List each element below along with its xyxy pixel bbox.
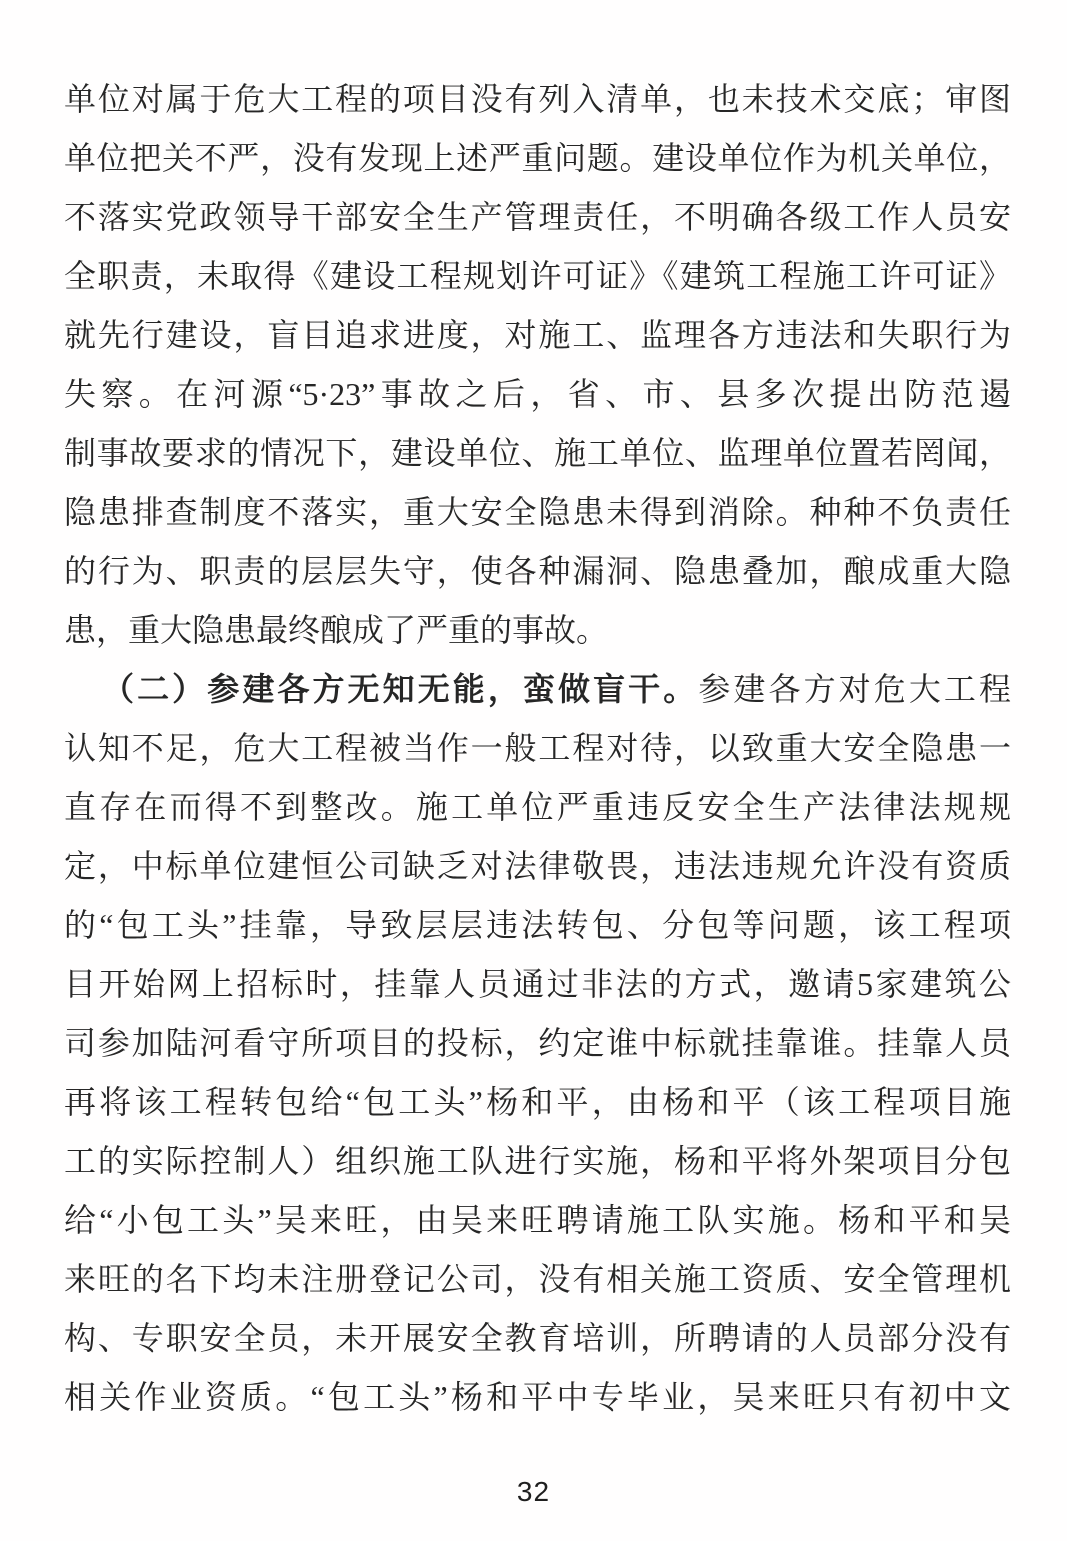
body-text-segment: 不落实党政领导干部安全生产管理责任，不明确各级工作人员安: [64, 199, 1011, 235]
text-line: [64, 837, 1011, 896]
body-text-segment: 相关作业资质。“包工头”杨和平中专毕业，吴来旺只有初中文: [64, 1379, 1011, 1415]
body-text-segment: 认知不足，危大工程被当作一般工程对待，以致重大安全隐患一: [64, 730, 1011, 766]
body-text-segment: 再将该工程转包给“包工头”杨和平，由杨和平（该工程项目施: [64, 1084, 1011, 1120]
body-text-segment: 目开始网上招标时，挂靠人员通过非法的方式，邀请5家建筑公: [64, 966, 1011, 1002]
body-text-segment: 司参加陆河看守所项目的投标，约定谁中标就挂靠谁。挂靠人员: [64, 1025, 1011, 1061]
body-text-segment: 的“包工头”挂靠，导致层层违法转包、分包等问题，该工程项: [64, 907, 1011, 943]
body-text-segment: 制事故要求的情况下，建设单位、施工单位、监理单位置若罔闻，: [64, 435, 1011, 471]
body-text-segment: 来旺的名下均未注册登记公司，没有相关施工资质、安全管理机: [64, 1261, 1011, 1297]
text-line: [64, 424, 1011, 483]
text-line: [64, 1309, 1011, 1368]
body-text-segment: 就先行建设，盲目追求进度，对施工、监理各方违法和失职行为: [64, 317, 1011, 353]
text-line: [64, 188, 1011, 247]
text-line: [64, 1191, 1011, 1250]
body-text-segment: 患，重大隐患最终酿成了严重的事故。: [64, 612, 609, 648]
text-line: [64, 247, 1011, 306]
text-line: [64, 1250, 1011, 1309]
text-line: [64, 1014, 1011, 1073]
text-line: [64, 365, 1011, 424]
section-heading-text: （二）参建各方无知无能，蛮做盲干。: [102, 671, 699, 707]
body-text-segment: 单位对属于危大工程的项目没有列入清单，也未技术交底；审图: [64, 81, 1011, 117]
text-line: [64, 1073, 1011, 1132]
body-text-segment: 给“小包工头”吴来旺，由吴来旺聘请施工队实施。杨和平和吴: [64, 1202, 1011, 1238]
body-text-segment: 的行为、职责的层层失守，使各种漏洞、隐患叠加，酿成重大隐: [64, 553, 1011, 589]
text-line: [64, 483, 1011, 542]
text-line: [64, 70, 1011, 129]
page-footer: [0, 1476, 1067, 1508]
body-text-segment: 工的实际控制人）组织施工队进行实施，杨和平将外架项目分包: [64, 1143, 1011, 1179]
body-text-segment: 直存在而得不到整改。施工单位严重违反安全生产法律法规规: [64, 789, 1011, 825]
text-line: [64, 1368, 1011, 1427]
body-text-segment: 参建各方对危大工程: [698, 671, 1011, 707]
text-line: [64, 719, 1011, 778]
body-text-segment: 全职责，未取得《建设工程规划许可证》《建筑工程施工许可证》: [64, 258, 1011, 294]
text-line: [64, 542, 1011, 601]
text-line: [64, 129, 1011, 188]
text-line: [64, 601, 1011, 660]
text-line: [64, 1132, 1011, 1191]
text-line: [64, 778, 1011, 837]
body-text-segment: 隐患排查制度不落实，重大安全隐患未得到消除。种种不负责任: [64, 494, 1011, 530]
body-text-segment: 单位把关不严，没有发现上述严重问题。建设单位作为机关单位，: [64, 140, 1011, 176]
text-line: [64, 896, 1011, 955]
text-line: [64, 306, 1011, 365]
page-number: 32: [516, 1476, 551, 1507]
text-line: [64, 660, 1011, 719]
body-text-segment: 失察。在河源“5·23”事故之后，省、市、县多次提出防范遏: [64, 376, 1011, 412]
text-line: [64, 955, 1011, 1014]
body-text-segment: 构、专职安全员，未开展安全教育培训，所聘请的人员部分没有: [64, 1320, 1011, 1356]
body-text-segment: 定，中标单位建恒公司缺乏对法律敬畏，违法违规允许没有资质: [64, 848, 1011, 884]
body-text: [64, 70, 1011, 1427]
